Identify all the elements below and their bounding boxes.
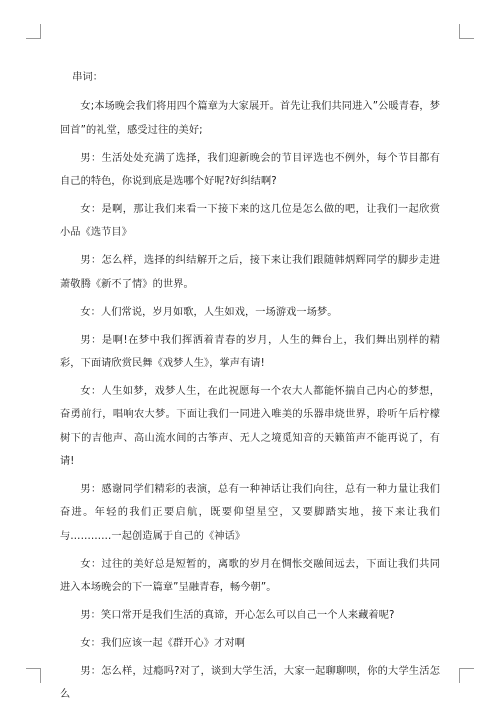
script-line: 女：是啊，那让我们来看一下接下来的这几位是怎么做的吧，让我们一起欣赏小品《选节目》: [60, 204, 440, 239]
script-line: 女：人们常说，岁月如歌，人生如戏，一场游戏一场梦。: [80, 306, 338, 318]
script-line: 女：我们应该一起《群开心》才对啊: [80, 637, 245, 649]
script-line: 男：笑口常开是我们生活的真谛，开心怎么可以自己一个人来藏着呢?: [80, 610, 395, 622]
crop-mark-top-right: [459, 24, 474, 39]
script-line: 女;本场晚会我们将用四个篇章为大家展开。首先让我们共同进入”公暖青春，梦回首”的礼堂，感受过往的美好;: [60, 101, 440, 136]
script-line: 男：感谢同学们精彩的表演，总有一种神话让我们向往，总有一种力量让我们奋进。年轻的我们正要启航，既要仰望星空，又要脚踏实地，接下来让我们与…………一起创造属于自己的《神话》: [60, 484, 440, 542]
script-line: 男：是啊!在梦中我们挥洒着青春的岁月，人生的舞台上，我们舞出别样的精彩，下面请欣赏民舞《戏梦人生》，掌声有请!: [60, 334, 440, 369]
script-line: 男：怎么样，过瘾吗?对了，谈到大学生活，大家一起聊聊呗，你的大学生活怎么: [60, 665, 440, 701]
section-heading: 串词：: [72, 72, 104, 83]
script-line: 女：过往的美好总是短暂的，离歌的岁月在惆怅交融间远去，下面让我们共同进入本场晚会的下一篇章”呈融青春，畅今朝”。: [60, 558, 440, 594]
script-line: 女：人生如梦，戏梦人生，在此祝愿每一个农大人都能怀揣自己内心的梦想，奋勇前行，唱响农大梦。下面让我们一同进入唯美的乐器串烧世界，聆听午后柠檬树下的吉他声、高山流水间的古筝声、无人之境觅知音的天籁笛声不能再说了，有请!: [60, 385, 440, 468]
document-body: [60, 66, 440, 711]
script-line: 男：怎么样，选择的纠结解开之后，接下来让我们跟随韩炳辉同学的脚步走进萧敬腾《新不了情》的世界。: [60, 255, 440, 290]
crop-mark-top-left: [26, 24, 41, 39]
crop-mark-bottom-right: [459, 668, 474, 683]
crop-mark-bottom-left: [26, 668, 41, 683]
script-line: 男：生活处处充满了选择，我们迎新晚会的节目评选也不例外，每个节目都有自己的特色，你说到底是选哪个好呢?好纠结啊?: [60, 152, 440, 188]
